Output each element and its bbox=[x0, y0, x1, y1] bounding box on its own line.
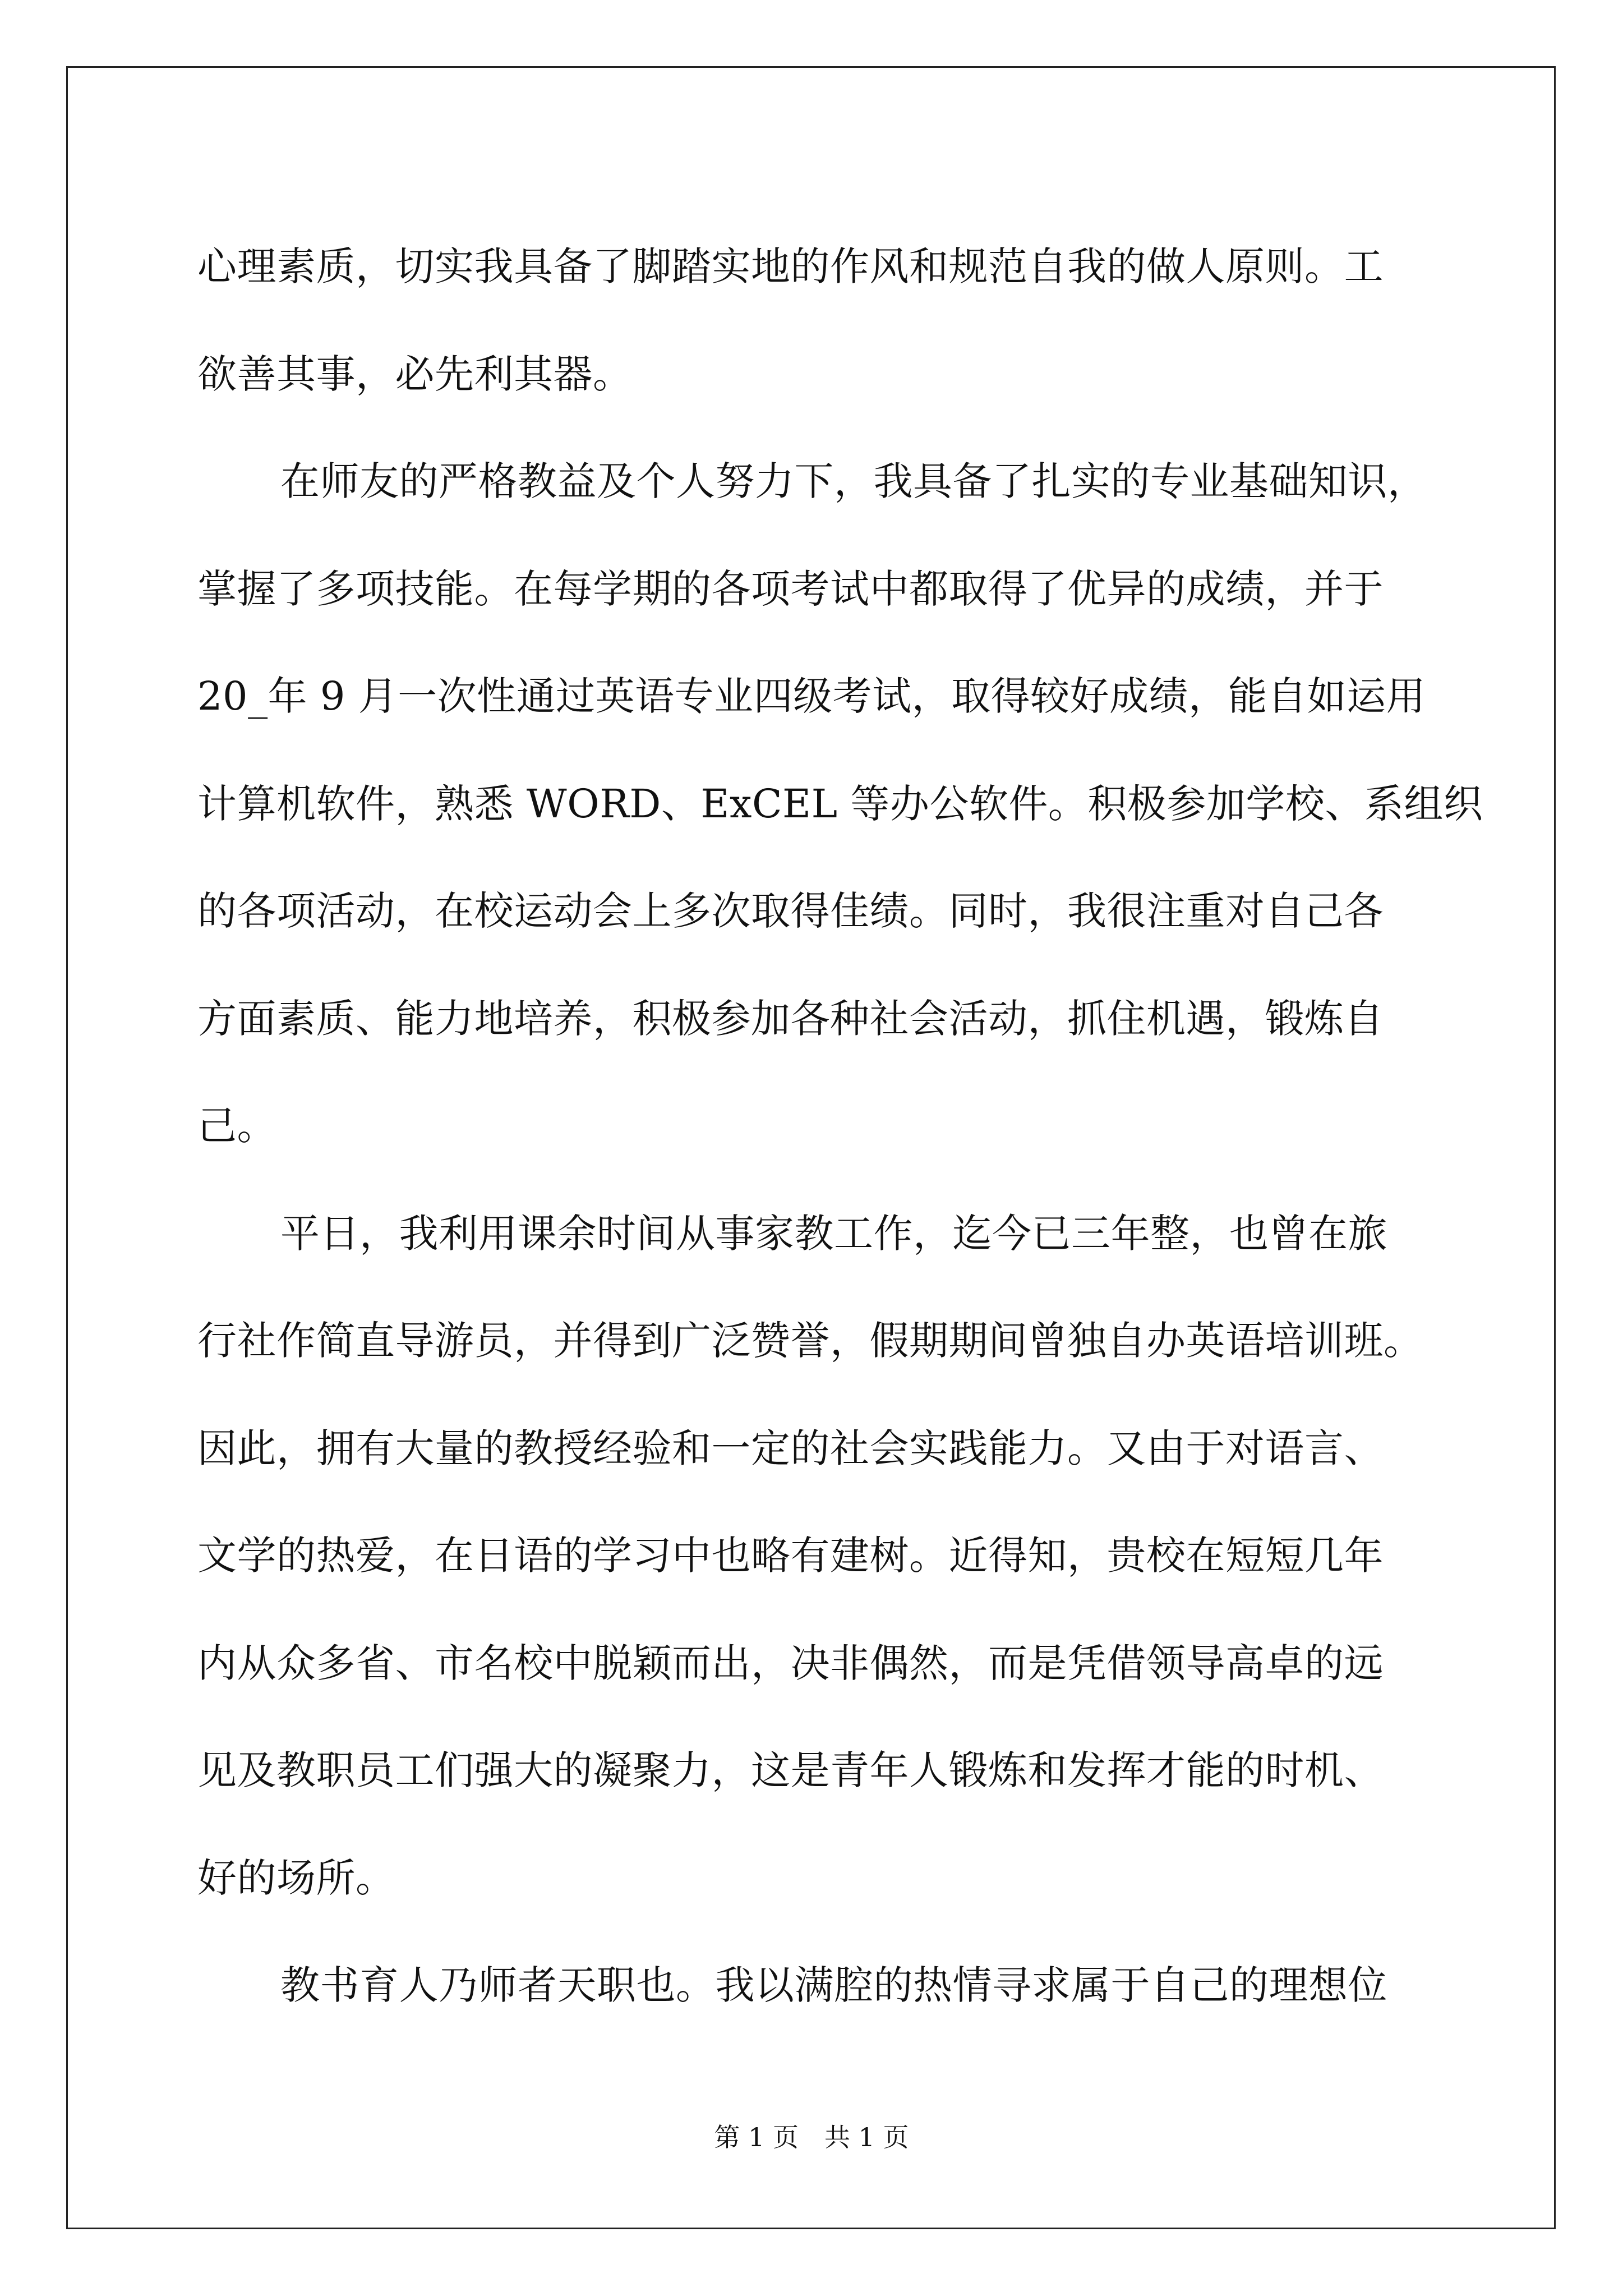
text-line: 欲善其事，必先利其器。 bbox=[197, 351, 633, 397]
text-line: 掌握了多项技能。在每学期的各项考试中都取得了优异的成绩，并于 bbox=[197, 565, 1384, 612]
text-line: 文学的热爱，在日语的学习中也略有建树。近得知，贵校在短短几年 bbox=[197, 1533, 1384, 1579]
text-line: 内从众多省、市名校中脱颖而出，决非偶然，而是凭借领导高卓的远 bbox=[197, 1640, 1384, 1686]
text-line: 计算机软件，熟悉 WORD、ExCEL 等办公软件。积极参加学校、系组织 bbox=[197, 780, 1483, 827]
text-line: 好的场所。 bbox=[197, 1855, 395, 1901]
text-line: 方面素质、能力地培养，积极参加各种社会活动，抓住机遇，锻炼自 bbox=[197, 995, 1384, 1042]
page-number-footer: 第 1 页 共 1 页 bbox=[714, 2122, 909, 2152]
text-line: 的各项活动，在校运动会上多次取得佳绩。同时，我很注重对自己各 bbox=[197, 888, 1384, 934]
document-body bbox=[197, 213, 1483, 2040]
text-line: 行社作简直导游员，并得到广泛赞誉，假期期间曾独自办英语培训班。 bbox=[197, 1318, 1423, 1364]
text-line: 己。 bbox=[197, 1103, 276, 1149]
text-line: 因此，拥有大量的教授经验和一定的社会实践能力。又由于对语言、 bbox=[197, 1425, 1384, 1471]
paragraph-start-line: 平日，我利用课余时间从事家教工作，迄今已三年整，也曾在旅 bbox=[280, 1210, 1387, 1257]
paragraph-start-line: 在师友的严格教益及个人努力下，我具备了扎实的专业基础知识， bbox=[280, 458, 1427, 504]
paragraph-start-line: 教书育人乃师者天职也。我以满腔的热情寻求属于自己的理想位 bbox=[280, 1962, 1387, 2008]
text-line: 20_年 9 月一次性通过英语专业四级考试，取得较好成绩，能自如运用 bbox=[197, 673, 1426, 719]
text-line: 见及教职员工们强大的凝聚力，这是青年人锻炼和发挥才能的时机、 bbox=[197, 1747, 1384, 1793]
text-line: 心理素质，切实我具备了脚踏实地的作风和规范自我的做人原则。工 bbox=[197, 243, 1384, 289]
